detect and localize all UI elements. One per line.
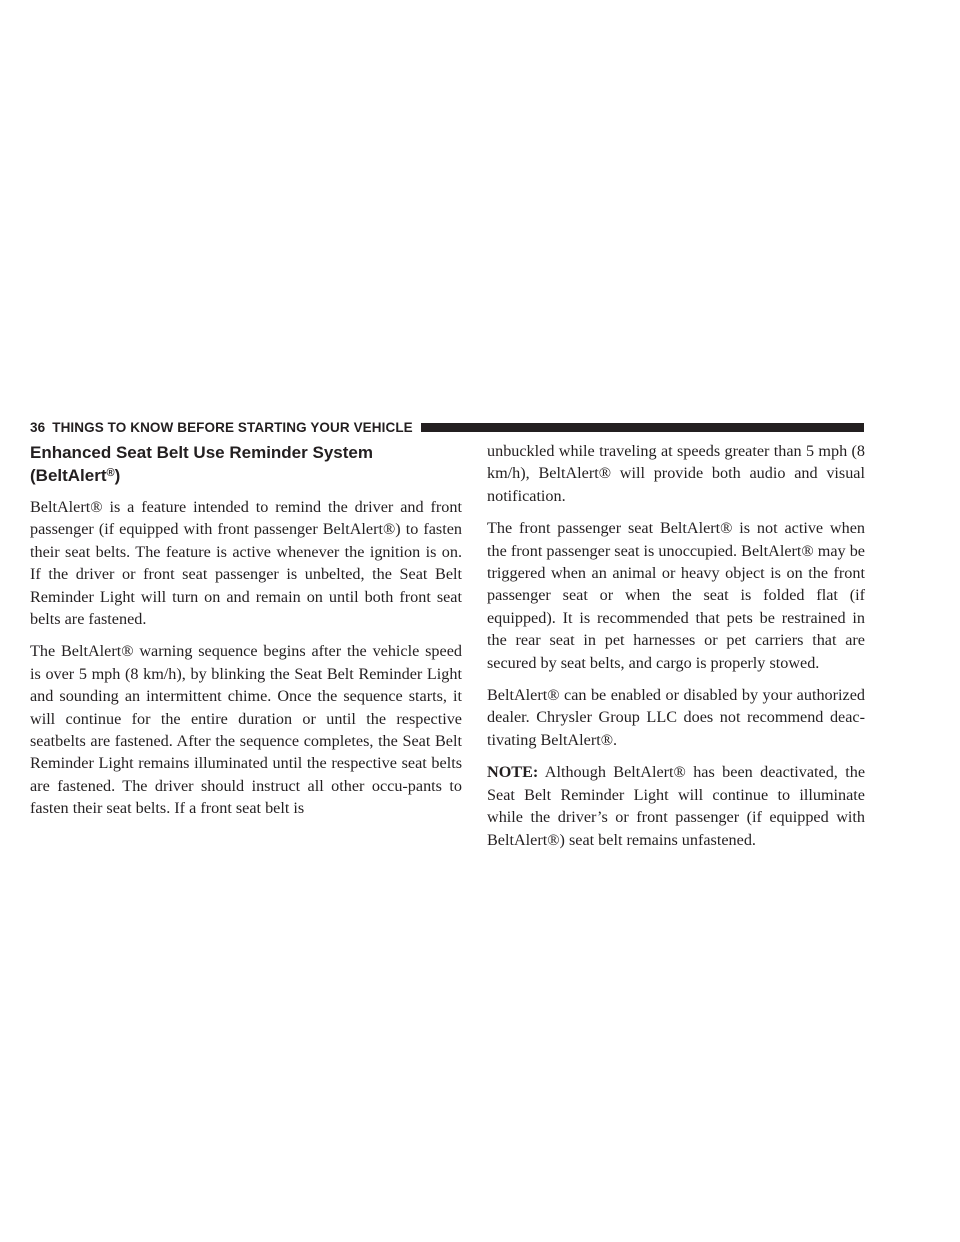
note-paragraph (487, 761, 865, 851)
chapter-title: THINGS TO KNOW BEFORE STARTING YOUR VEHICLE (52, 419, 413, 435)
note-label: NOTE: (487, 763, 539, 782)
header-rule (421, 423, 864, 432)
left-column (30, 442, 462, 830)
page-number: 36 (30, 419, 46, 435)
right-paragraph-1: unbuckled while traveling at speeds greater than 5 mph (8 km/h), BeltAlert® will provide both audio and visual notification. (487, 442, 865, 505)
left-paragraph-1: BeltAlert® is a feature intended to remind the driver and front passenger (if equipped with front passenger BeltAlert®) to fasten their seat belts. The feature is active whenever the ignition is on. If the driver or front seat passenger is unbelted, the Seat Belt Reminder Light will turn on and remain on until both front seat belts are fastened. (30, 498, 462, 629)
heading-line2-prefix: (BeltAlert (30, 466, 107, 485)
running-header (30, 417, 864, 437)
header-text (30, 420, 413, 435)
right-column (487, 440, 865, 861)
right-paragraph-2: The front passenger seat BeltAlert® is not active when the front passenger seat is unoccupied. BeltAlert® may be triggered when an animal or heavy object is on the front passenger seat or when the seat is folded flat (if equipped). It is recommended that pets be restrained in the rear seat in pet harnesses or pet carriers that are secured by seat belts, and cargo is properly stowed. (487, 519, 865, 672)
registered-mark: ® (106, 467, 115, 479)
section-heading (30, 442, 462, 486)
note-text: Although BeltAlert® has been deactivated, the Seat Belt Reminder Light will continue to illuminate while the driver’s or front passenger (if equipped with BeltAlert®) seat belt remains unfastened. (487, 763, 865, 849)
heading-line2-suffix: ) (114, 466, 121, 485)
heading-line1: Enhanced Seat Belt Use Reminder System (30, 443, 373, 462)
left-paragraph-2: The BeltAlert® warning sequence begins after the vehicle speed is over 5 mph (8 km/h), by blinking the Seat Belt Reminder Light and sounding an intermittent chime. Once the sequence starts, it will continue for the entire duration or until the respective seatbelts are fastened. After the sequence completes, the Seat Belt Reminder Light remains illuminated until the respective seat belts are fastened. The driver should instruct all other occu-pants to fasten their seat belts. If a front seat belt is (30, 642, 462, 818)
right-paragraph-3: BeltAlert® can be enabled or disabled by your authorized dealer. Chrysler Group LLC does not recommend deac-tivating BeltAlert®. (487, 686, 865, 749)
